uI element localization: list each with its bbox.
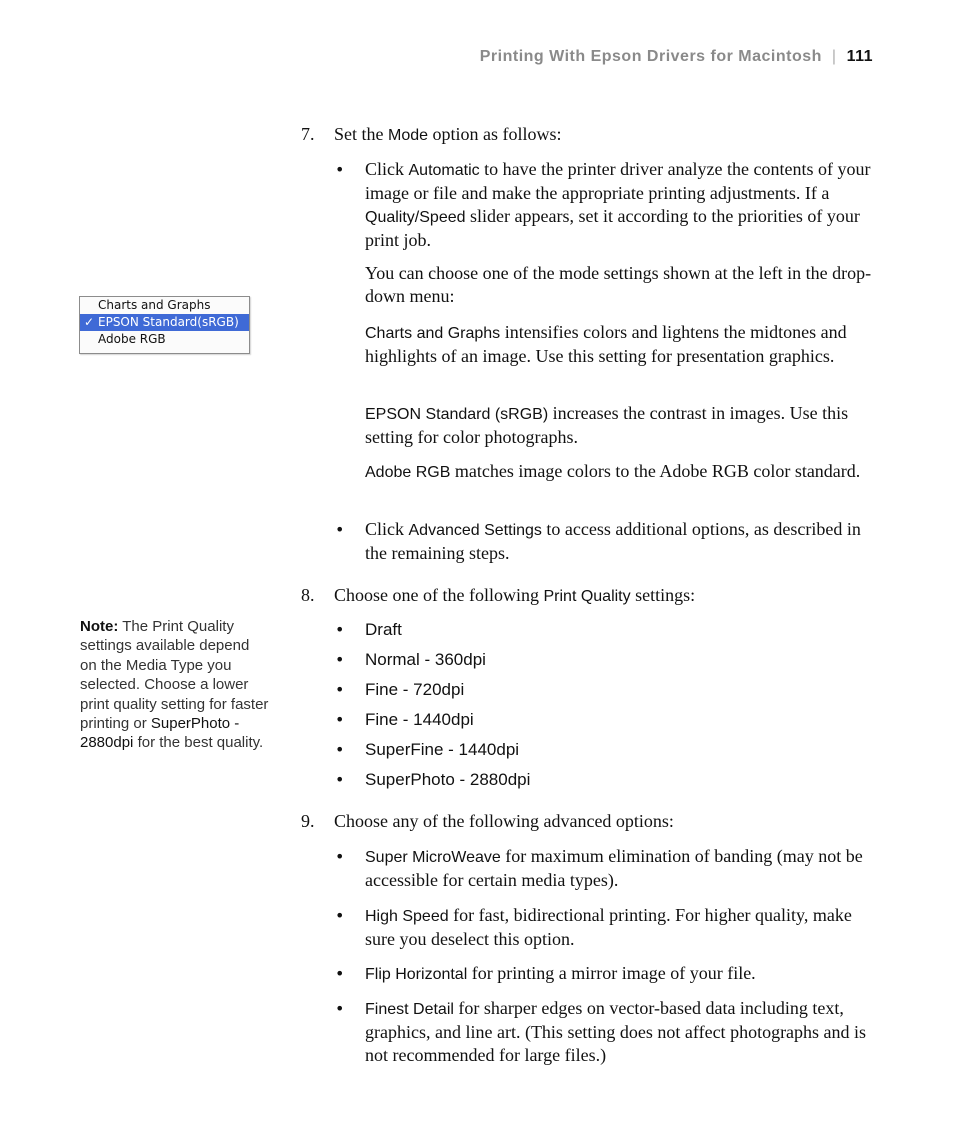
quality-item-fine-1440: Fine - 1440dpi [365,710,474,729]
bullet: • [335,740,345,759]
step-7-number: 7. [301,124,315,144]
checkmark-icon: ✓ [84,315,95,329]
bullet: • [335,620,345,639]
ui-term-advanced-settings: Advanced Settings [408,522,542,539]
ui-term-automatic: Automatic [408,162,480,179]
bullet: • [335,650,345,669]
note-text-end: for the best quality. [137,734,264,752]
step-8-number: 8. [301,585,315,605]
menu-item-epson-standard: ✓ EPSON Standard(sRGB) [80,314,249,331]
bullet: • [335,520,345,539]
step-9-number: 9. [301,811,315,831]
side-note [80,617,270,753]
ui-term-mode: Mode [388,127,429,144]
ui-term-quality-speed: Quality/Speed [365,209,466,226]
charts-graphs-description: Charts and Graphs intensifies colors and lightens the midtones and highlights of an image. Use this setting for presentation graphics. [365,322,847,366]
quality-item-draft: Draft [365,620,402,639]
bullet: • [335,680,345,699]
step-9-text: Choose any of the following advanced options: [334,811,674,831]
bullet: • [335,710,345,729]
epson-standard-description: EPSON Standard (sRGB) increases the contrast in images. Use this setting for color photographs. [365,403,849,447]
mode-dropdown-menu [79,296,250,354]
quality-item-normal: Normal - 360dpi [365,650,486,669]
quality-item-superfine: SuperFine - 1440dpi [365,740,520,759]
bullet: • [335,906,345,925]
quality-item-fine-720: Fine - 720dpi [365,680,465,699]
bullet: • [335,964,345,983]
option-finest-detail: Finest Detail for sharper edges on vector-based data including text, graphics, and line art. (This setting does not affect photographs and is not recommended for large files.) [365,998,867,1065]
bullet: • [335,847,345,866]
option-flip-horizontal: Flip Horizontal for printing a mirror image of your file. [365,963,756,983]
menu-item-adobe-rgb: Adobe RGB [98,332,166,346]
note-setting: SuperPhoto - 2880dpi [80,715,240,752]
note-text: The Print Quality settings available depend on the Media Type you selected. Choose a lower print quality setting for faster printing or [80,618,269,733]
mode-settings-intro: You can choose one of the mode settings shown at the left in the drop-down menu: [365,263,872,306]
running-header [480,48,873,66]
option-super-microweave: Super MicroWeave for maximum elimination of banding (may not be accessible for certain media types). [365,846,863,890]
option-high-speed: High Speed for fast, bidirectional printing. For higher quality, make sure you deselect this option. [365,905,852,949]
step-7-text: Set the Mode option as follows: [334,124,562,144]
page-number: 111 [846,48,873,65]
adobe-rgb-description: Adobe RGB matches image colors to the Adobe RGB color standard. [365,461,861,481]
bullet: • [335,770,345,789]
note-label: Note: [80,618,119,635]
step-7-bullet-automatic: Click Automatic to have the printer driver analyze the contents of your image or file and make the appropriate printing adjustments. If a Quality/Speed slider appears, set it according to the priorities of your print job. [365,159,871,250]
menu-item-charts-and-graphs: Charts and Graphs [98,298,211,312]
header-separator: | [831,48,837,65]
bullet: • [335,160,345,179]
step-7-bullet-advanced: Click Advanced Settings to access additional options, as described in the remaining steps. [365,519,861,563]
ui-term-print-quality: Print Quality [543,588,631,605]
quality-item-superphoto: SuperPhoto - 2880dpi [365,770,531,789]
step-8-text: Choose one of the following Print Quality settings: [334,585,696,605]
bullet: • [335,999,345,1018]
header-title: Printing With Epson Drivers for Macintosh [479,48,822,65]
